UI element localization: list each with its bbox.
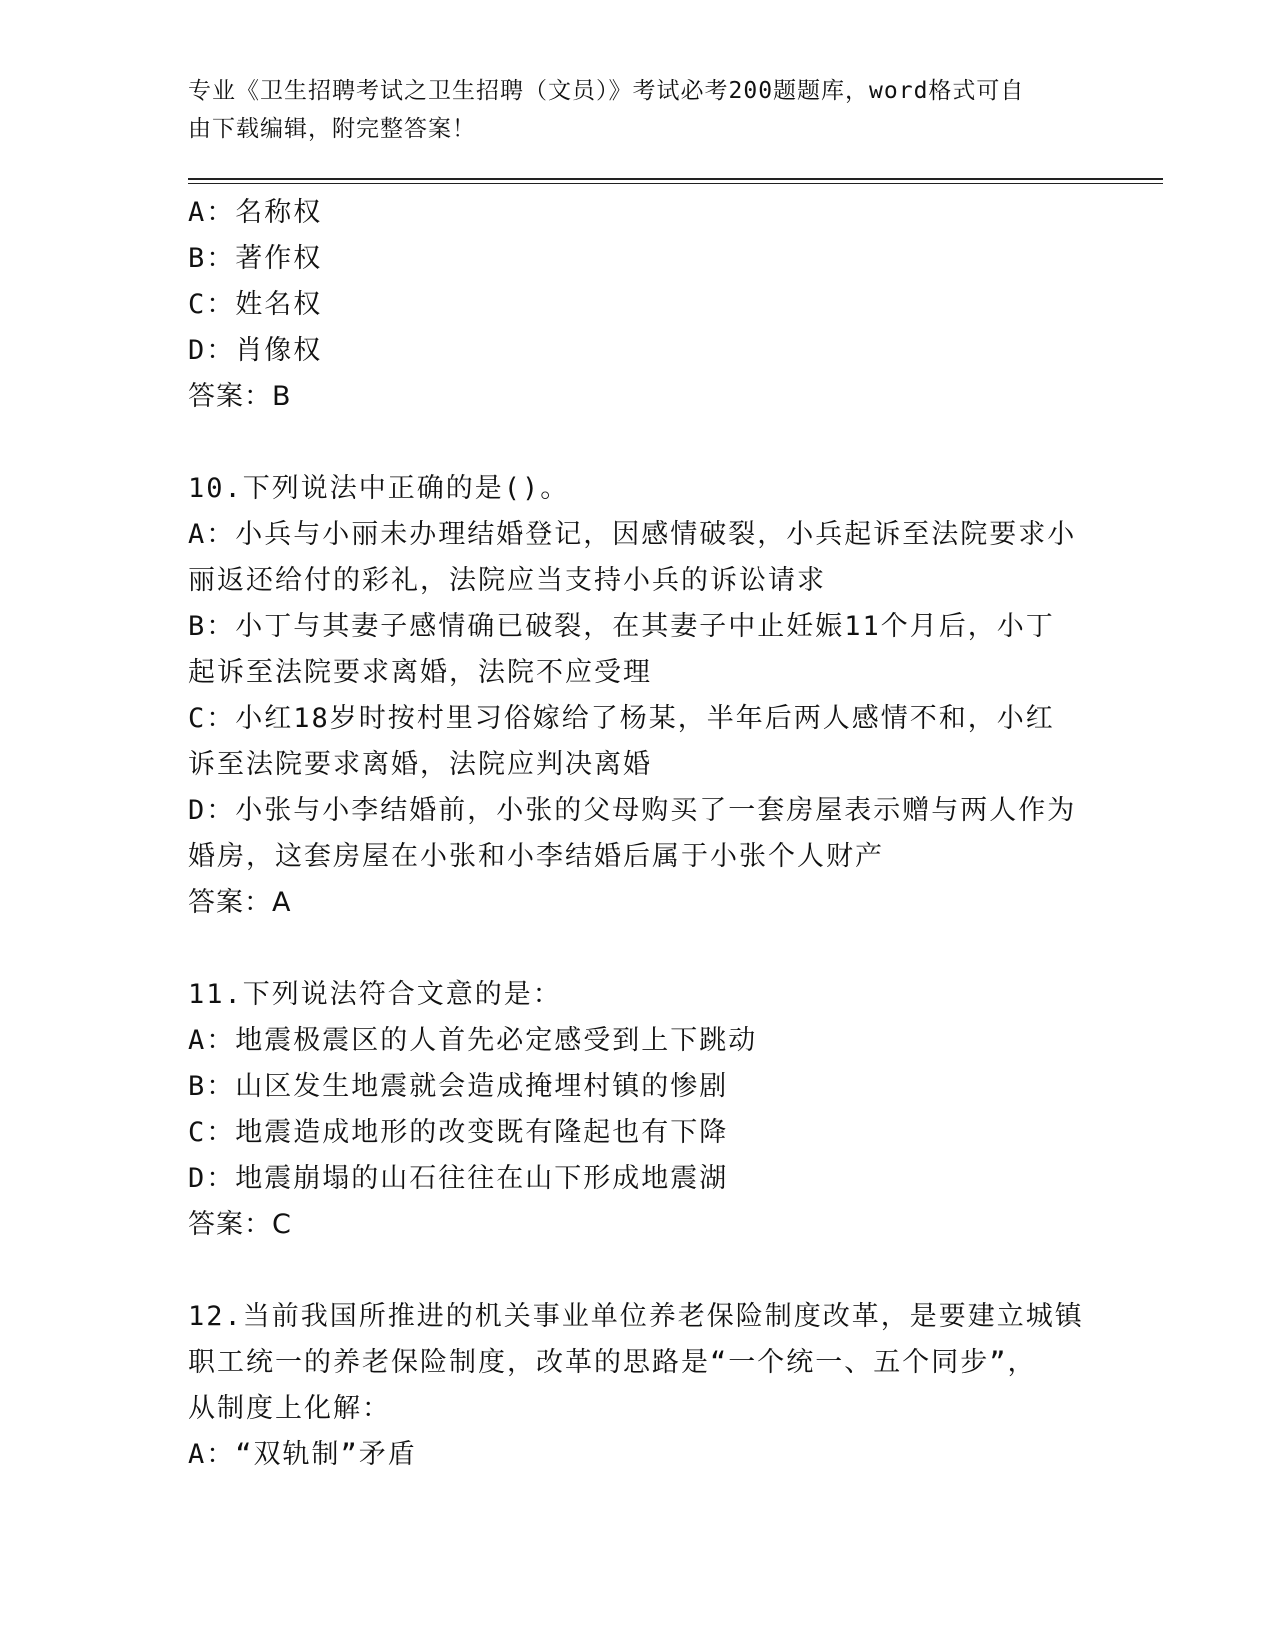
option-b-continued: 起诉至法院要求离婚，法院不应受理 bbox=[188, 657, 652, 688]
header-line-2: 由下载编辑，附完整答案！ bbox=[188, 116, 476, 142]
answer-line: 答案：A bbox=[188, 887, 292, 918]
header-divider-thin bbox=[188, 183, 1163, 184]
question-11 bbox=[188, 972, 1088, 1248]
header-divider-thick bbox=[188, 178, 1163, 180]
option-b: B：山区发生地震就会造成掩埋村镇的惨剧 bbox=[188, 1071, 729, 1102]
option-a: A：地震极震区的人首先必定感受到上下跳动 bbox=[188, 1025, 758, 1056]
option-d: D：小张与小李结婚前，小张的父母购买了一套房屋表示赠与两人作为 bbox=[188, 795, 1077, 826]
question-stem: 10.下列说法中正确的是()。 bbox=[188, 473, 570, 504]
question-stem-continued: 从制度上化解： bbox=[188, 1393, 391, 1424]
question-stem: 11.下列说法符合文意的是： bbox=[188, 979, 562, 1010]
option-a: A：小兵与小丽未办理结婚登记，因感情破裂，小兵起诉至法院要求小 bbox=[188, 519, 1077, 550]
answer-line: 答案：B bbox=[188, 381, 292, 412]
header-line-1: 专业《卫生招聘考试之卫生招聘（文员）》考试必考200题题库，word格式可自 bbox=[188, 78, 1025, 104]
question-stem: 12.当前我国所推进的机关事业单位养老保险制度改革，是要建立城镇 bbox=[188, 1301, 1084, 1332]
option-a: A：“双轨制”矛盾 bbox=[188, 1439, 417, 1470]
document-header bbox=[188, 72, 1068, 148]
option-c: C：地震造成地形的改变既有隆起也有下降 bbox=[188, 1117, 729, 1148]
question-10 bbox=[188, 466, 1088, 926]
option-a-continued: 丽返还给付的彩礼，法院应当支持小兵的诉讼请求 bbox=[188, 565, 826, 596]
option-b: B：著作权 bbox=[188, 243, 323, 274]
option-d-continued: 婚房，这套房屋在小张和小李结婚后属于小张个人财产 bbox=[188, 841, 884, 872]
option-b: B：小丁与其妻子感情确已破裂，在其妻子中止妊娠11个月后，小丁 bbox=[188, 611, 1055, 642]
option-c-continued: 诉至法院要求离婚，法院应判决离婚 bbox=[188, 749, 652, 780]
option-d: D：肖像权 bbox=[188, 335, 323, 366]
question-12 bbox=[188, 1294, 1088, 1478]
question-9 bbox=[188, 190, 1088, 420]
spacer bbox=[188, 420, 1088, 466]
spacer bbox=[188, 926, 1088, 972]
option-c: C：小红18岁时按村里习俗嫁给了杨某，半年后两人感情不和，小红 bbox=[188, 703, 1055, 734]
question-stem-continued: 职工统一的养老保险制度，改革的思路是“一个统一、五个同步”， bbox=[188, 1347, 1037, 1378]
document-body bbox=[188, 190, 1088, 1478]
option-d: D：地震崩塌的山石往往在山下形成地震湖 bbox=[188, 1163, 729, 1194]
answer-line: 答案：C bbox=[188, 1209, 292, 1240]
spacer bbox=[188, 1248, 1088, 1294]
option-c: C：姓名权 bbox=[188, 289, 323, 320]
option-a: A：名称权 bbox=[188, 197, 323, 228]
